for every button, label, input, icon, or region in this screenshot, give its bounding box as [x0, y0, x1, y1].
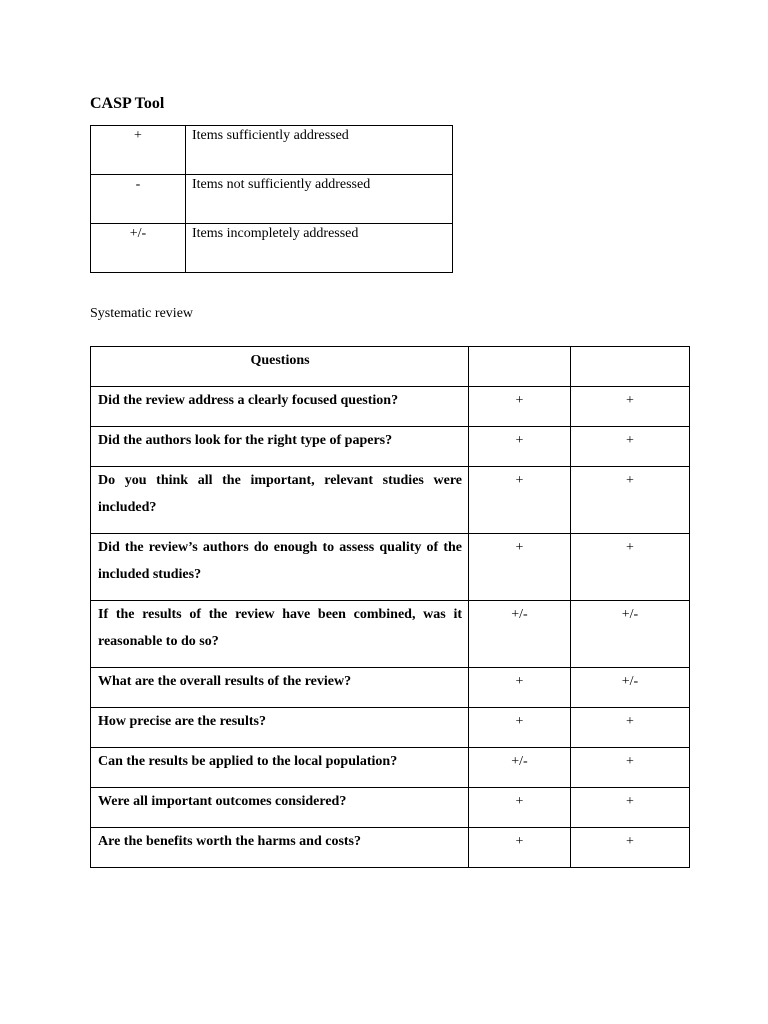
legend-description: Items sufficiently addressed	[186, 126, 453, 175]
rating-cell-1: +/-	[469, 748, 571, 788]
question-cell	[91, 534, 469, 601]
table-row	[91, 387, 690, 427]
question-text: Do you think all the important, relevant studies were included?	[98, 473, 462, 515]
question-text: Did the authors look for the right type of papers?	[91, 427, 469, 467]
rating-cell-1: +	[469, 467, 571, 534]
rating-cell-1: +	[469, 387, 571, 427]
rating-cell-2: +	[571, 708, 690, 748]
rating-cell-2: +	[571, 828, 690, 868]
table-row	[91, 788, 690, 828]
question-text: Did the review’s authors do enough to assess quality of the included studies?	[98, 540, 462, 582]
section-label: Systematic review	[90, 306, 194, 321]
table-row	[91, 708, 690, 748]
table-row	[91, 601, 690, 668]
rating-header-1	[469, 347, 571, 387]
rating-header-2	[571, 347, 690, 387]
document-title: CASP Tool	[90, 95, 165, 112]
question-text: If the results of the review have been combined, was it reasonable to do so?	[98, 607, 462, 649]
rating-cell-1: +	[469, 534, 571, 601]
rating-cell-1: +	[469, 788, 571, 828]
rating-cell-2: +	[571, 387, 690, 427]
table-header-row	[91, 347, 690, 387]
question-text: Did the review address a clearly focused question?	[91, 387, 469, 427]
legend-table	[90, 125, 453, 273]
legend-description: Items incompletely addressed	[186, 224, 453, 273]
legend-row	[91, 175, 453, 224]
table-row	[91, 534, 690, 601]
table-row	[91, 427, 690, 467]
legend-row	[91, 126, 453, 175]
rating-cell-1: +	[469, 668, 571, 708]
rating-cell-1: +/-	[469, 601, 571, 668]
legend-description: Items not sufficiently addressed	[186, 175, 453, 224]
question-text: Are the benefits worth the harms and costs?	[91, 828, 469, 868]
table-row	[91, 828, 690, 868]
legend-symbol: -	[91, 175, 186, 224]
questions-table	[90, 346, 690, 868]
rating-cell-1: +	[469, 708, 571, 748]
legend-symbol: +/-	[91, 224, 186, 273]
rating-cell-2: +	[571, 748, 690, 788]
question-text: What are the overall results of the review?	[91, 668, 469, 708]
rating-cell-2: +	[571, 788, 690, 828]
table-row	[91, 748, 690, 788]
question-text: How precise are the results?	[91, 708, 469, 748]
table-row	[91, 467, 690, 534]
question-cell	[91, 467, 469, 534]
legend-symbol: +	[91, 126, 186, 175]
rating-cell-2: +/-	[571, 601, 690, 668]
question-text: Can the results be applied to the local population?	[91, 748, 469, 788]
rating-cell-2: +	[571, 534, 690, 601]
rating-cell-2: +/-	[571, 668, 690, 708]
rating-cell-1: +	[469, 427, 571, 467]
table-row	[91, 668, 690, 708]
question-cell	[91, 601, 469, 668]
rating-cell-1: +	[469, 828, 571, 868]
rating-cell-2: +	[571, 467, 690, 534]
questions-header: Questions	[91, 347, 469, 387]
rating-cell-2: +	[571, 427, 690, 467]
legend-row	[91, 224, 453, 273]
question-text: Were all important outcomes considered?	[91, 788, 469, 828]
